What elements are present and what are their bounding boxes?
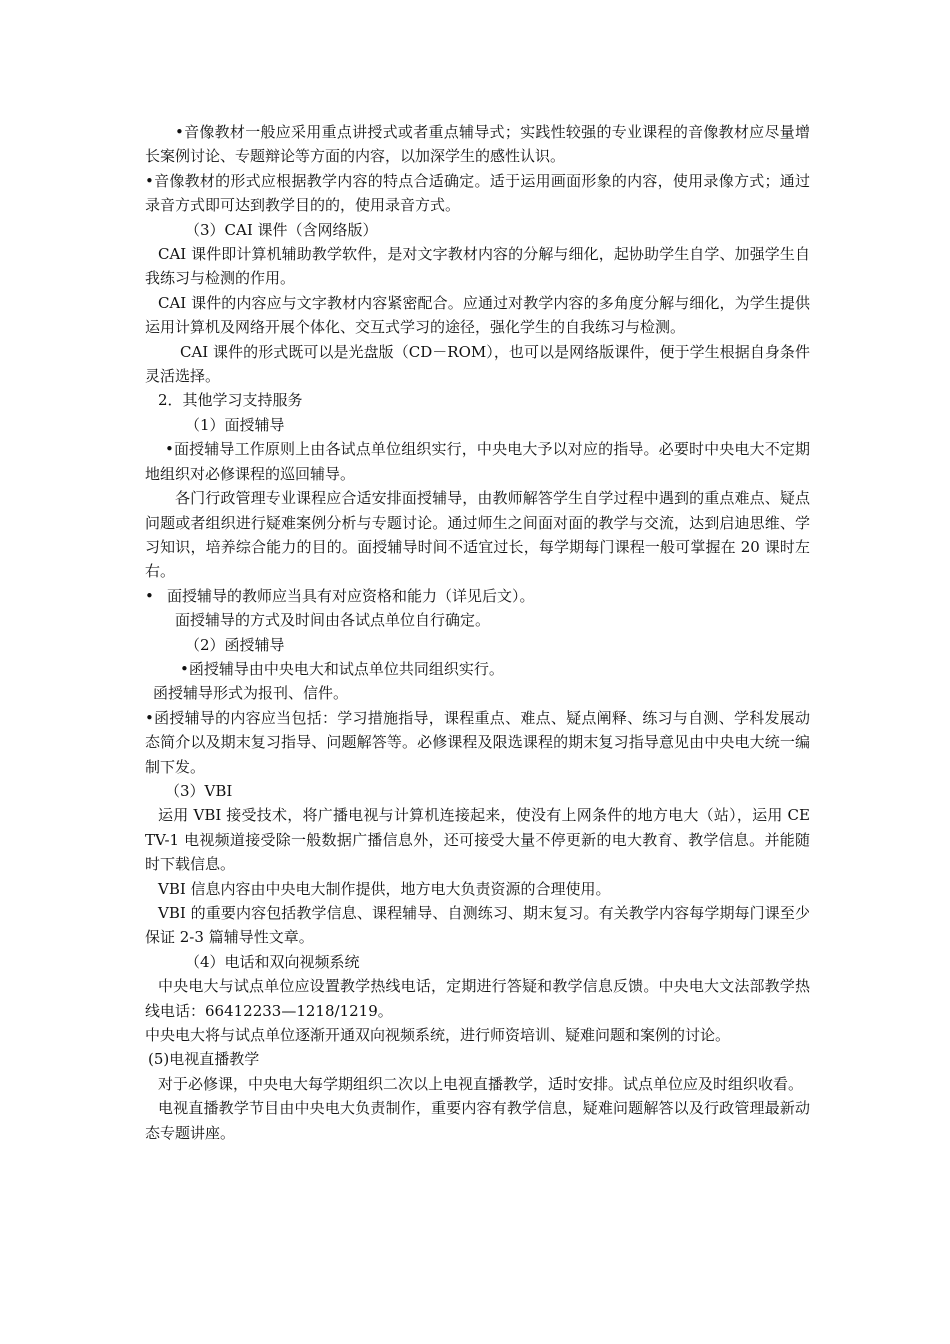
paragraph-cai-form: CAI 课件的形式既可以是光盘版（CD－ROM），也可以是网络版课件，便于学生根据自身条件灵活选择。 (145, 342, 810, 386)
paragraph-av-form: •音像教材的形式应根据教学内容的特点合适确定。适于运用画面形象的内容，使用录像方式；通过录音方式即可达到教学目的的，使用录音方式。 (145, 171, 810, 215)
paragraph-vbi-main-content: VBI 的重要内容包括教学信息、课程辅导、自测练习、期末复习。有关教学内容每学期每门课至少保证 2-3 篇辅导性文章。 (145, 904, 810, 947)
paragraph-av-teaching-method: •音像教材一般应采用重点讲授式或者重点辅导式；实践性较强的专业课程的音像教材应尽量增长案例讨论、专题辩论等方面的内容，以加深学生的感性认识。 (145, 123, 810, 166)
paragraph-face-to-face-schedule: 面授辅导的方式及时间由各试点单位自行确定。 (175, 611, 491, 630)
paragraph-face-to-face-principle: •面授辅导工作原则上由各试点单位组织实行，中央电大予以对应的指导。必要时中央电大不定期地组织对必修课程的巡回辅导。 (145, 440, 810, 483)
paragraph-video-system: 中央电大将与试点单位逐渐开通双向视频系统，进行师资培训、疑难问题和案例的讨论。 (145, 1026, 731, 1045)
paragraph-tv-live-production: 电视直播教学节目由中央电大负责制作，重要内容有教学信息，疑难问题解答以及行政管理最新动态专题讲座。 (145, 1099, 810, 1142)
paragraph-tv-live-schedule: 对于必修课，中央电大每学期组织二次以上电视直播教学，适时安排。试点单位应及时组织收看。 (158, 1074, 804, 1093)
heading-tv-live: (5)电视直播教学 (148, 1050, 260, 1069)
paragraph-vbi-technology: 运用 VBI 接受技术，将广播电视与计算机连接起来，使没有上网条件的地方电大（站），运用 CETV-1 电视频道接受除一般数据广播信息外，还可接受大量不停更新的电大教育、教学信息。并能随时下载信息。 (145, 806, 810, 874)
paragraph-cai-content: CAI 课件的内容应与文字教材内容紧密配合。应通过对教学内容的多角度分解与细化，为学生提供运用计算机及网络开展个体化、交互式学习的途径，强化学生的自我练习与检测。 (145, 293, 810, 337)
paragraph-correspondence-content: •函授辅导的内容应当包括：学习措施指导，课程重点、难点、疑点阐释、练习与自测、学科发展动态简介以及期末复习指导、问题解答等。必修课程及限选课程的期末复习指导意见由中央电大统一编制下发。 (145, 708, 810, 776)
bullet-marker: • (145, 586, 154, 605)
heading-correspondence: （2）函授辅导 (185, 635, 285, 654)
paragraph-cai-definition: CAI 课件即计算机辅助教学软件，是对文字教材内容的分解与细化，起协助学生自学、加强学生自我练习与检测的作用。 (145, 245, 810, 288)
document-body (145, 120, 810, 1145)
heading-face-to-face: （1）面授辅导 (185, 415, 285, 434)
heading-cai-courseware: （3）CAI 课件（含网络版） (185, 220, 378, 239)
paragraph-correspondence-organizer: •函授辅导由中央电大和试点单位共同组织实行。 (180, 659, 504, 678)
heading-other-support: 2．其他学习支持服务 (158, 391, 303, 410)
paragraph-hotline: 中央电大与试点单位应设置教学热线电话，定期进行答疑和教学信息反馈。中央电大文法部教学热线电话：66412233—1218/1219。 (145, 977, 810, 1020)
paragraph-face-to-face-arrangement: 各门行政管理专业课程应合适安排面授辅导，由教师解答学生自学过程中遇到的重点难点、疑点问题或者组织进行疑难案例分析与专题讨论。通过师生之间面对面的教学与交流，达到启迪思维、学习知识，培养综合能力的目的。面授辅导时间不适宜过长，每学期每门课程一般可掌握在 20 课时左右。 (145, 489, 810, 581)
paragraph-vbi-content-source: VBI 信息内容由中央电大制作提供，地方电大负责资源的合理使用。 (158, 879, 611, 898)
list-item-teacher-qualification (145, 584, 810, 608)
paragraph-correspondence-format: 函授辅导形式为报刊、信件。 (153, 684, 349, 703)
paragraph-teacher-qualification: 面授辅导的教师应当具有对应资格和能力（详见后文）。 (167, 586, 535, 605)
heading-vbi: （3）VBI (165, 781, 233, 800)
heading-phone-video: （4）电话和双向视频系统 (185, 952, 360, 971)
